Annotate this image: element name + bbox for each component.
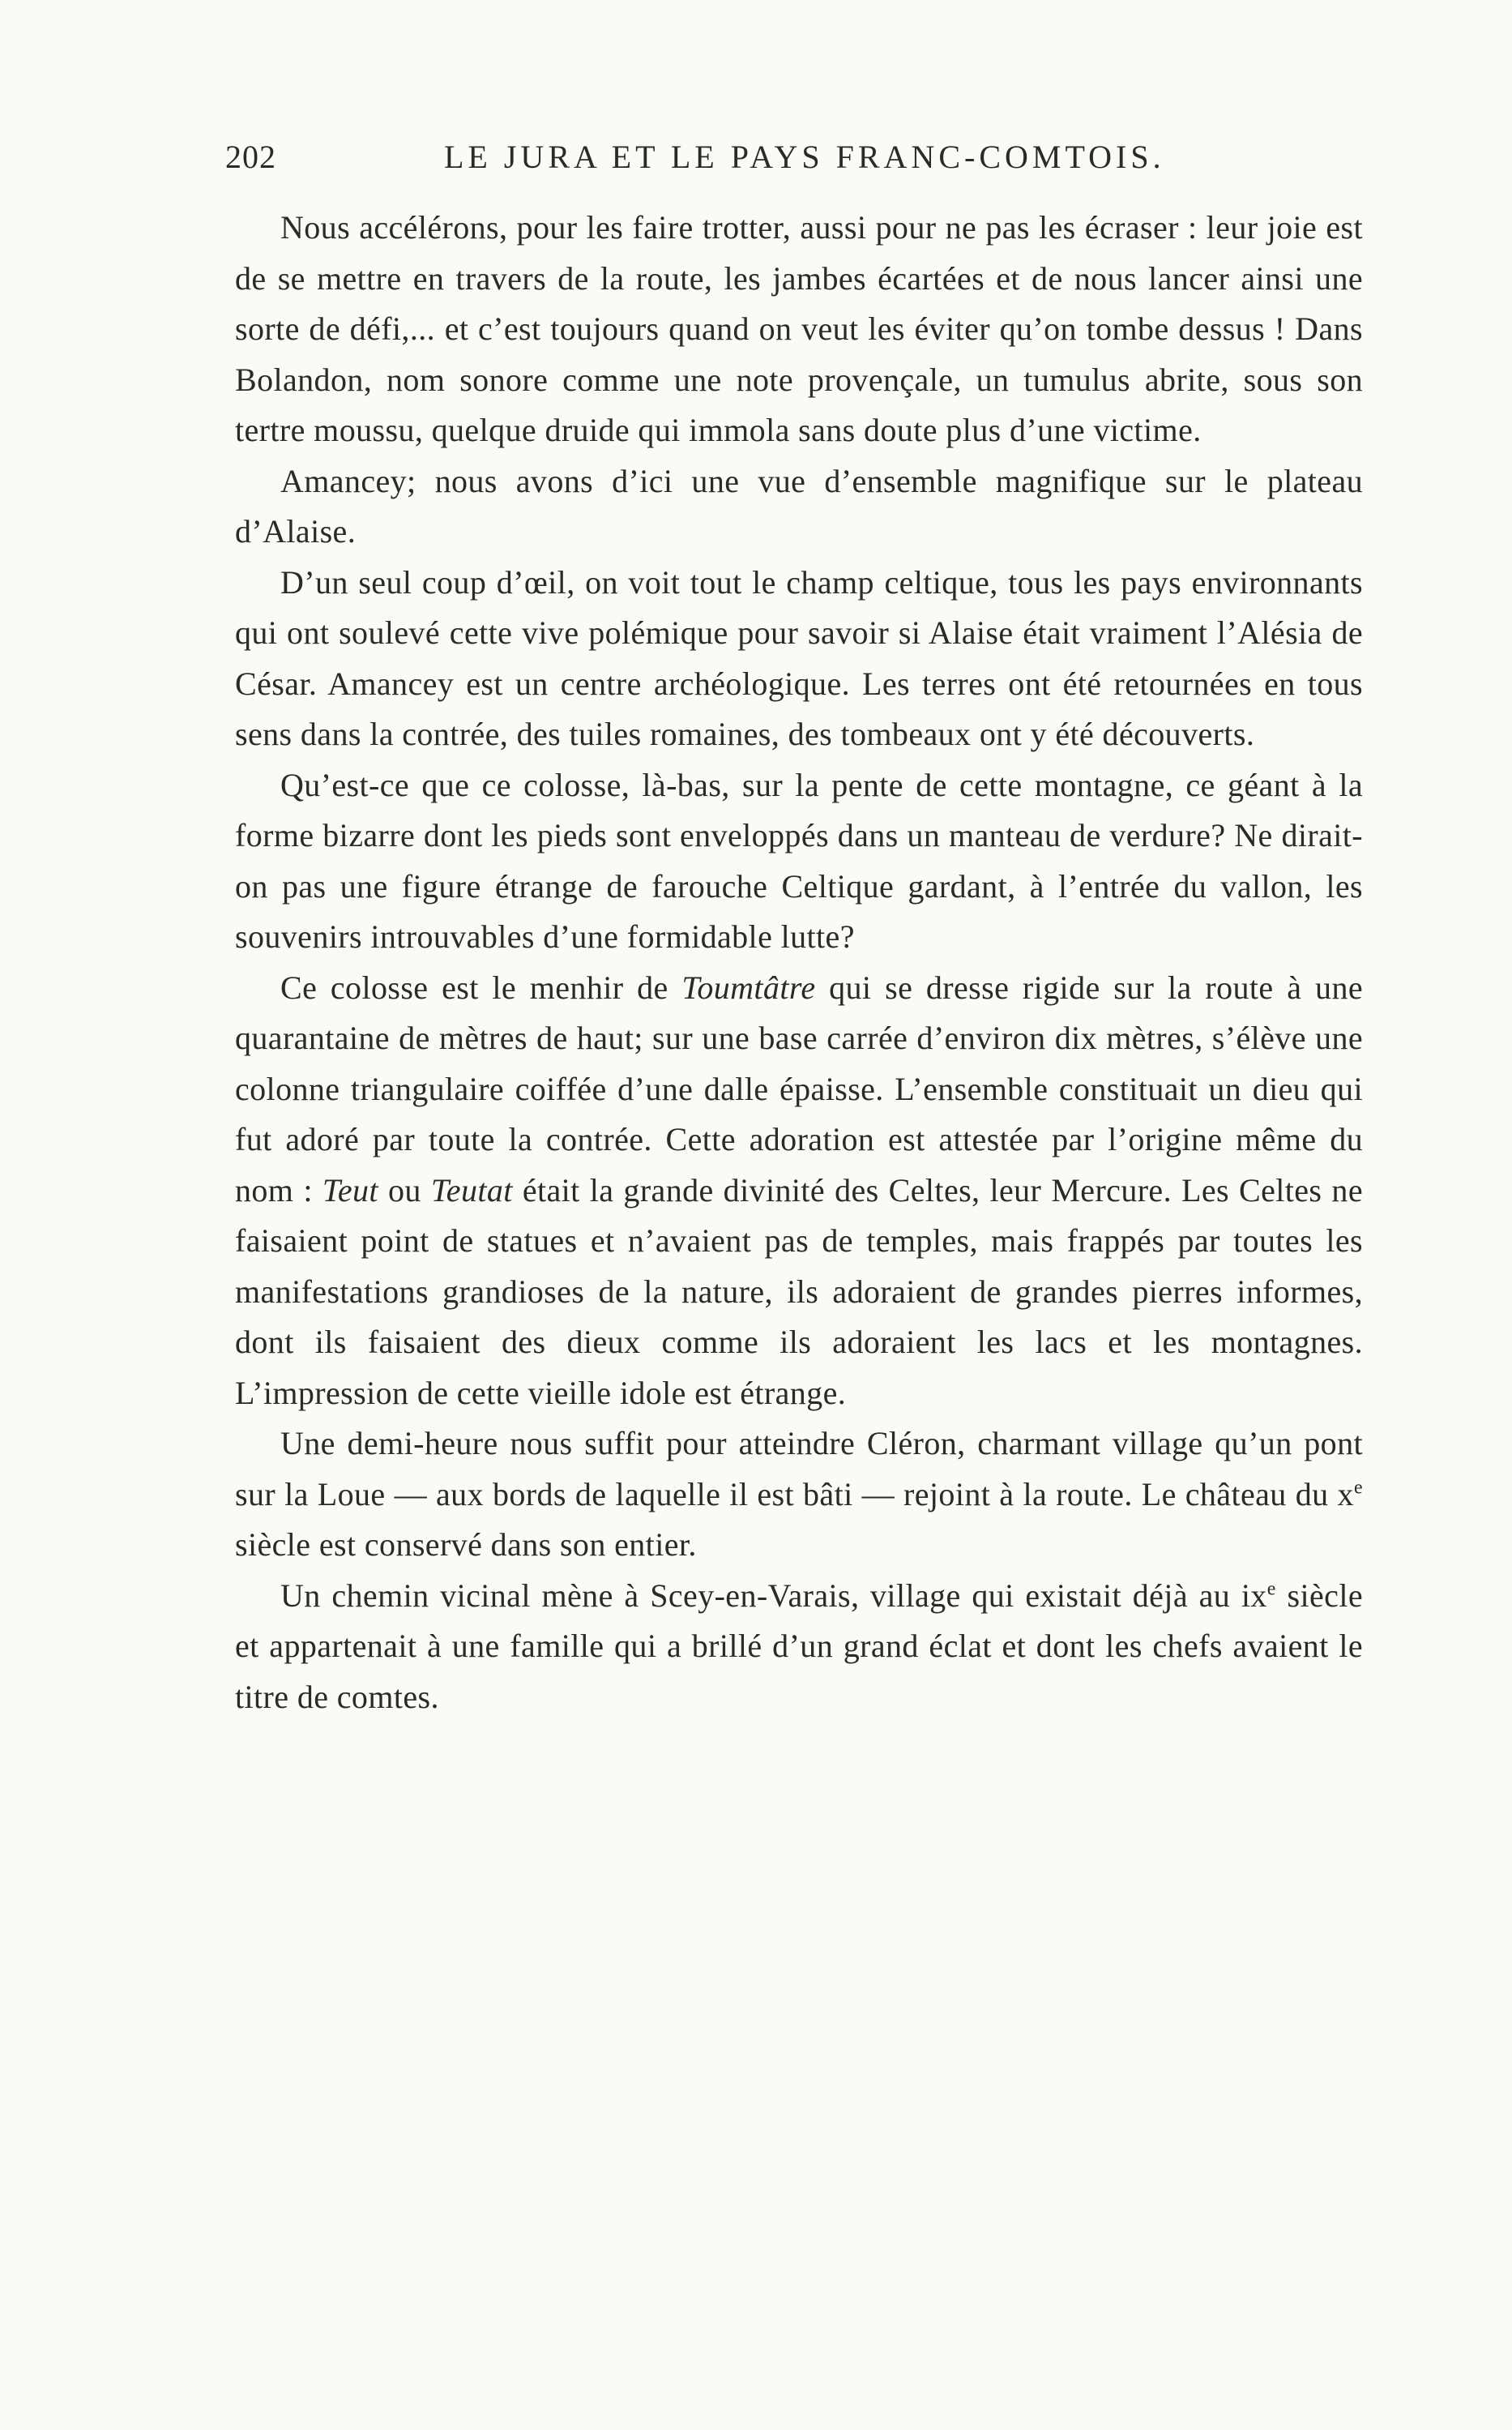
paragraph-7-text-2: siècle et appartenait à une famille qui a brillé d’un grand éclat et dont les chefs avaient le titre de comtes. [235, 1577, 1363, 1715]
paragraph-6-text-2: siècle est conservé dans son entier. [235, 1526, 697, 1563]
paragraph-7 [235, 1571, 1363, 1723]
deity-name-teutat: Teutat [430, 1171, 513, 1209]
paragraph-3: D’un seul coup d’œil, on voit tout le champ celtique, tous les pays environnants qui ont soulevé cette vive polémique pour savoir si Alaise était vraiment l’Alésia de César. Amancey est un centre archéologique. Les terres ont été retournées en tous sens dans la contrée, des tuiles romaines, des tombeaux ont y été découverts. [235, 563, 1363, 752]
paragraph-4: Qu’est-ce que ce colosse, là-bas, sur la pente de cette montagne, ce géant à la forme bizarre dont les pieds sont enveloppés dans un manteau de verdure? Ne dirait-on pas une figure étrange de farouche Celtique gardant, à l’entrée du vallon, les souvenirs introuvables d’une formidable lutte? [235, 766, 1363, 955]
page-number: 202 [225, 139, 276, 175]
menhir-name: Toumtâtre [681, 969, 816, 1006]
body-text [235, 203, 1363, 1722]
paragraph-5-text-1: Ce colosse est le menhir de [280, 969, 682, 1006]
paragraph-5-text-2: qui se dresse rigide sur la route à une quarantaine de mètres de haut; sur une base carrée d’environ dix mètres, s’élève une colonne triangulaire coiffée d’une dalle épaisse. L’ensemble constituait un dieu qui fut adoré par toute la contrée. Cette adoration est attestée par l’origine même du nom : [235, 969, 1363, 1209]
paragraph-7-text-1: Un chemin vicinal mène à Scey-en-Varais, village qui existait déjà au ix [280, 1577, 1267, 1614]
paragraph-5 [235, 963, 1363, 1419]
running-title: LE JURA ET LE PAYS FRANC-COMTOIS. [444, 139, 1165, 175]
century-superscript: e [1353, 1477, 1363, 1499]
paragraph-2: Amancey; nous avons d’ici une vue d’ensemble magnifique sur le plateau d’Alaise. [235, 462, 1363, 550]
page-header [225, 138, 1360, 186]
paragraph-6-text-1: Une demi-heure nous suffit pour atteindre Cléron, charmant village qu’un pont sur la Loue — aux bords de laquelle il est bâti — rejoint à la route. Le château du x [235, 1425, 1363, 1512]
paragraph-6 [235, 1418, 1363, 1571]
paragraph-5-text-3: ou [378, 1171, 431, 1209]
paragraph-1: Nous accélérons, pour les faire trotter, aussi pour ne pas les écraser : leur joie est de se mettre en travers de la route, les jambes écartées et de nous lancer ainsi une sorte de défi,... et c’est toujours quand on veut les éviter qu’on tombe dessus ! Dans Bolandon, nom sonore comme une note provençale, un tumulus abrite, sous son tertre moussu, quelque druide qui immola sans doute plus d’une victime. [235, 209, 1363, 448]
paragraph-5-text-4: était la grande divinité des Celtes, leur Mercure. Les Celtes ne faisaient point de statues et n’avaient pas de temples, mais frappés par toutes les manifestations grandioses de la nature, ils adoraient de grandes pierres informes, dont ils faisaient des dieux comme ils adoraient les lacs et les montagnes. L’impression de cette vieille idole est étrange. [235, 1171, 1363, 1411]
deity-name-teut: Teut [322, 1171, 378, 1209]
century-superscript: e [1266, 1578, 1276, 1600]
